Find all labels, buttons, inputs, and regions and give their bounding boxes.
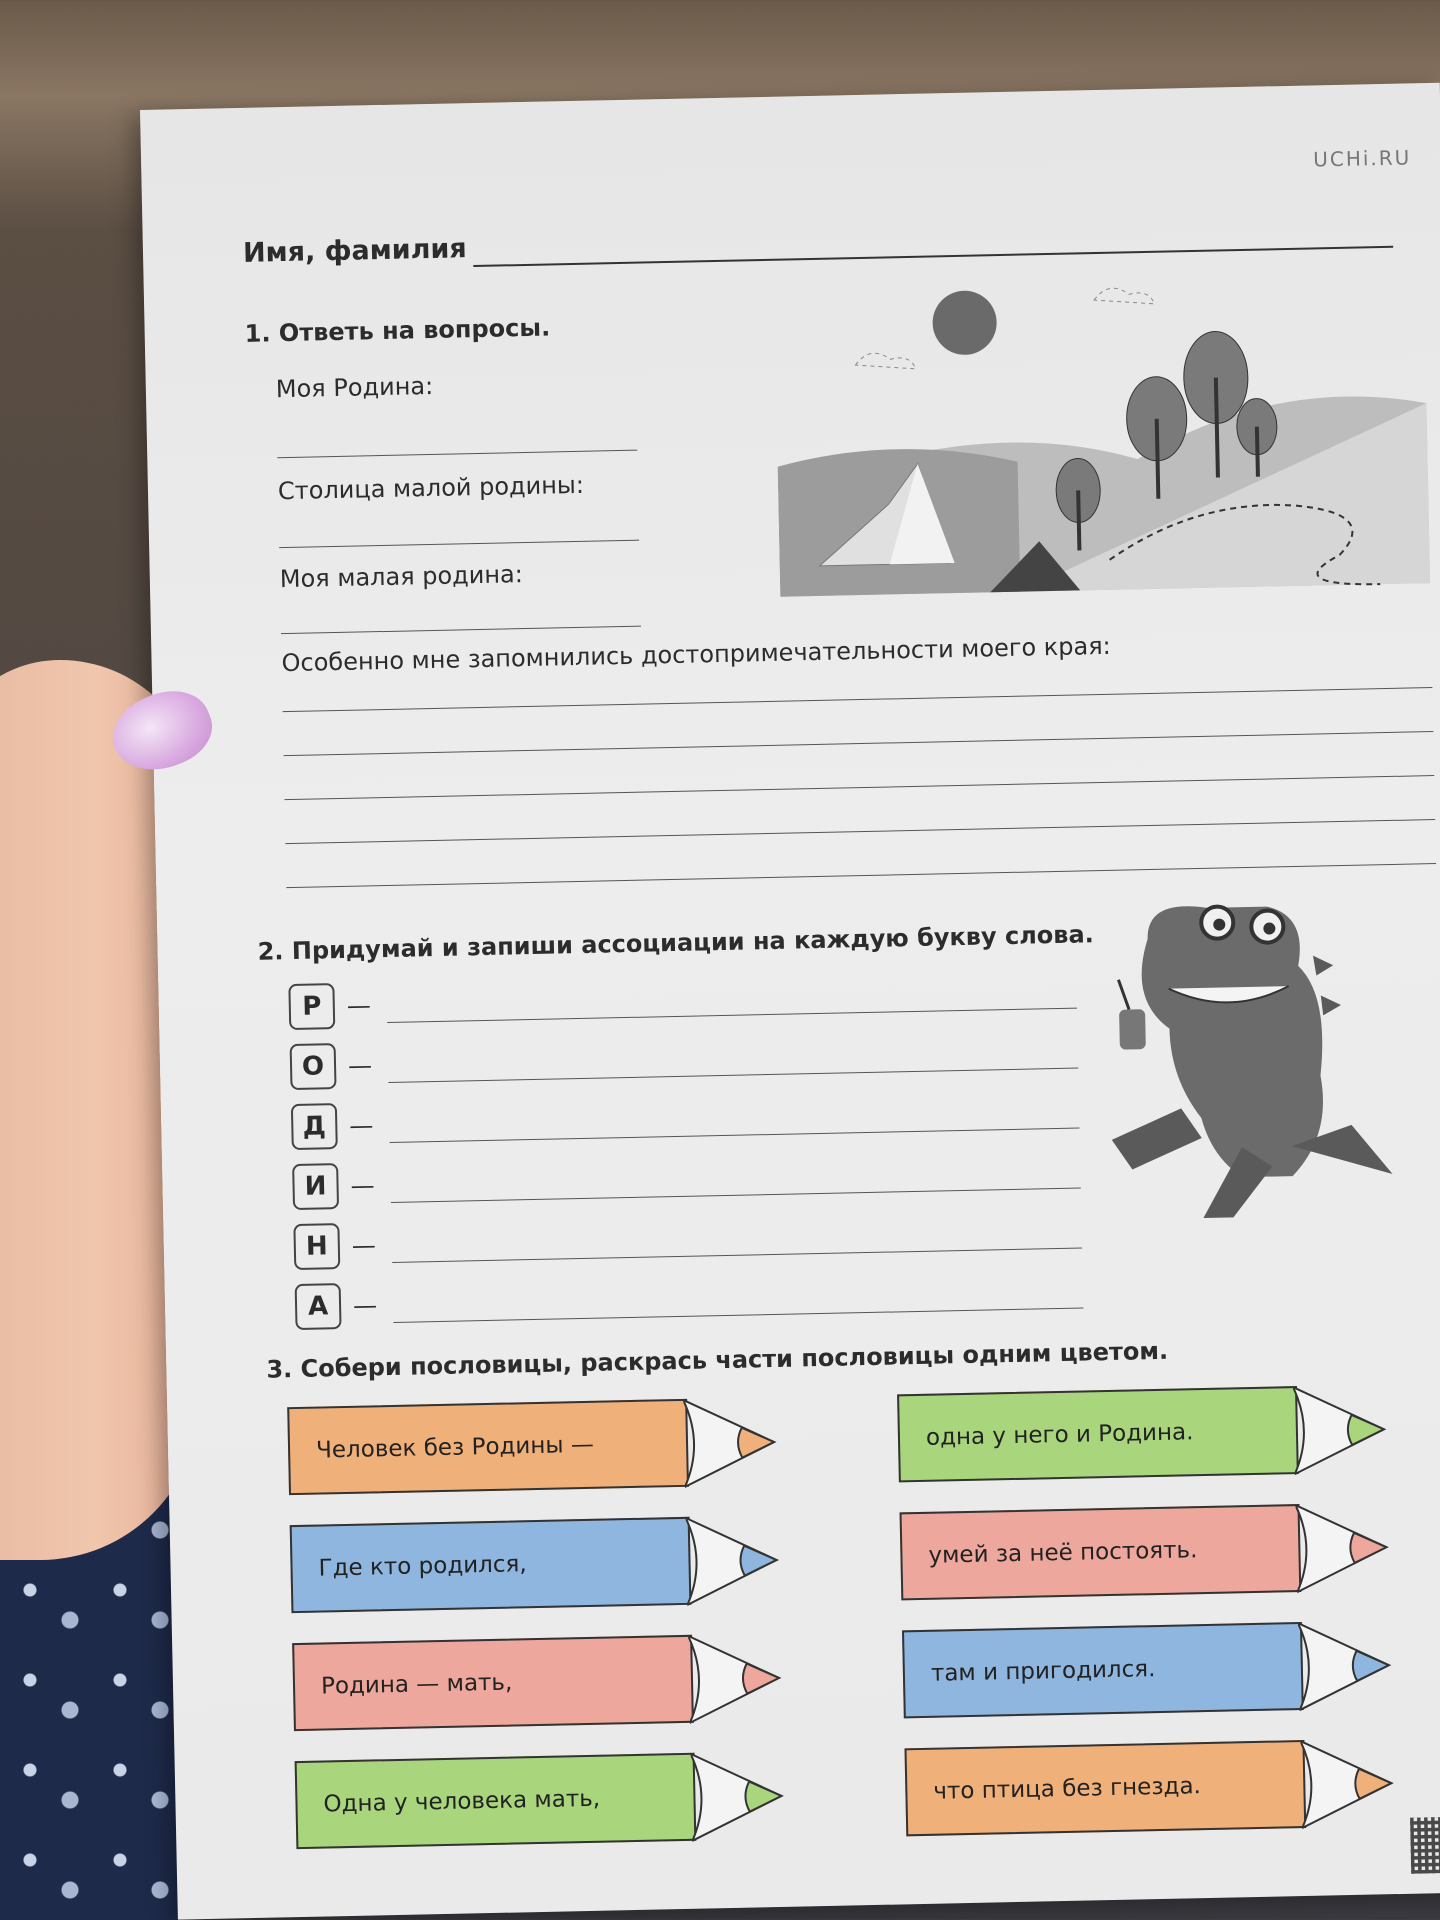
crocodile-mascot-illustration <box>1086 873 1423 1240</box>
letter-box: Р <box>288 983 335 1030</box>
proverb-pencil-left-3[interactable] <box>292 1633 794 1733</box>
letter-box: И <box>292 1163 339 1210</box>
pencil-body <box>897 1386 1299 1482</box>
association-line-5[interactable] <box>392 1248 1082 1263</box>
pencil-tip-icon <box>688 1633 790 1725</box>
answer-line-landmarks-4[interactable] <box>285 819 1435 844</box>
pencil-body <box>287 1399 689 1495</box>
pencil-body <box>292 1635 694 1731</box>
proverb-pencil-left-4[interactable] <box>295 1751 797 1851</box>
letter-box: А <box>295 1283 342 1330</box>
answer-line-small-homeland[interactable] <box>281 626 641 635</box>
letter-box: Н <box>293 1223 340 1270</box>
proverb-text: Где кто родился, <box>318 1551 527 1582</box>
letter-row-6 <box>295 1269 1084 1329</box>
pencil-tip-icon <box>1300 1738 1402 1830</box>
task2-title: 2. Придумай и запиши ассоциации на каждую букву слова. <box>257 920 1095 966</box>
proverb-text: одна у него и Родина. <box>925 1419 1194 1451</box>
name-label: Имя, фамилия <box>242 233 467 269</box>
proverb-text: Одна у человека мать, <box>323 1785 601 1818</box>
answer-line-capital[interactable] <box>279 540 639 549</box>
letter-row-5 <box>293 1209 1082 1269</box>
proverb-pencil-right-4[interactable] <box>904 1738 1406 1838</box>
proverb-text: Родина — мать, <box>320 1669 513 1700</box>
landscape-illustration <box>773 253 1430 627</box>
answer-line-landmarks-3[interactable] <box>284 775 1434 800</box>
proverb-pencil-left-1[interactable] <box>287 1397 789 1497</box>
association-line-4[interactable] <box>391 1188 1081 1203</box>
pencil-body <box>295 1753 697 1849</box>
question-small-homeland: Моя малая родина: <box>279 560 524 594</box>
question-homeland: Моя Родина: <box>275 371 434 404</box>
letter-row-1 <box>288 969 1077 1029</box>
pencil-body <box>290 1517 692 1613</box>
answer-line-landmarks-2[interactable] <box>284 731 1434 756</box>
pencil-tip-icon <box>1295 1502 1397 1594</box>
answer-line-landmarks-1[interactable] <box>283 687 1433 712</box>
answer-line-homeland[interactable] <box>277 450 637 459</box>
letter-row-3 <box>291 1089 1080 1149</box>
pencil-tip-icon <box>1298 1620 1400 1712</box>
proverb-text: Человек без Родины — <box>315 1431 595 1464</box>
pencil-body <box>904 1740 1306 1836</box>
association-line-1[interactable] <box>387 1008 1077 1023</box>
dash: — <box>349 1111 374 1140</box>
pencil-tip-icon <box>1293 1384 1395 1476</box>
dash: — <box>351 1231 377 1260</box>
letter-row-4 <box>292 1149 1081 1209</box>
association-line-6[interactable] <box>393 1308 1083 1323</box>
association-line-2[interactable] <box>388 1068 1078 1083</box>
pencil-body <box>902 1622 1304 1718</box>
association-line-3[interactable] <box>390 1128 1080 1143</box>
dash: — <box>347 1051 373 1080</box>
dash: — <box>350 1171 375 1200</box>
worksheet-page <box>140 83 1440 1920</box>
task1-title: 1. Ответь на вопросы. <box>244 313 551 348</box>
question-capital: Столица малой родины: <box>277 470 585 506</box>
task3-title: 3. Собери пословицы, раскрась части пословицы одним цветом. <box>266 1336 1169 1384</box>
proverb-text: там и пригодился. <box>930 1656 1156 1687</box>
pencil-body <box>900 1504 1302 1600</box>
question-landmarks: Особенно мне запомнились достопримечательности моего края: <box>281 631 1111 678</box>
letter-row-2 <box>290 1029 1079 1089</box>
proverb-text: умей за неё постоять. <box>928 1537 1198 1569</box>
proverb-pencil-left-2[interactable] <box>290 1515 792 1615</box>
brand-logo: UCHi.RU <box>1312 145 1412 172</box>
proverb-pencil-right-2[interactable] <box>900 1502 1402 1602</box>
letter-box: Д <box>291 1103 338 1150</box>
proverb-text: что птица без гнезда. <box>933 1773 1202 1805</box>
letter-box: О <box>290 1043 337 1090</box>
pencil-tip-icon <box>691 1751 793 1843</box>
pencil-tip-icon <box>683 1397 785 1489</box>
dash: — <box>346 991 372 1020</box>
qr-code-icon <box>1410 1817 1440 1874</box>
pencil-tip-icon <box>686 1515 788 1607</box>
proverb-pencil-right-1[interactable] <box>897 1384 1399 1484</box>
proverb-pencil-right-3[interactable] <box>902 1620 1404 1720</box>
dash: — <box>352 1291 378 1320</box>
